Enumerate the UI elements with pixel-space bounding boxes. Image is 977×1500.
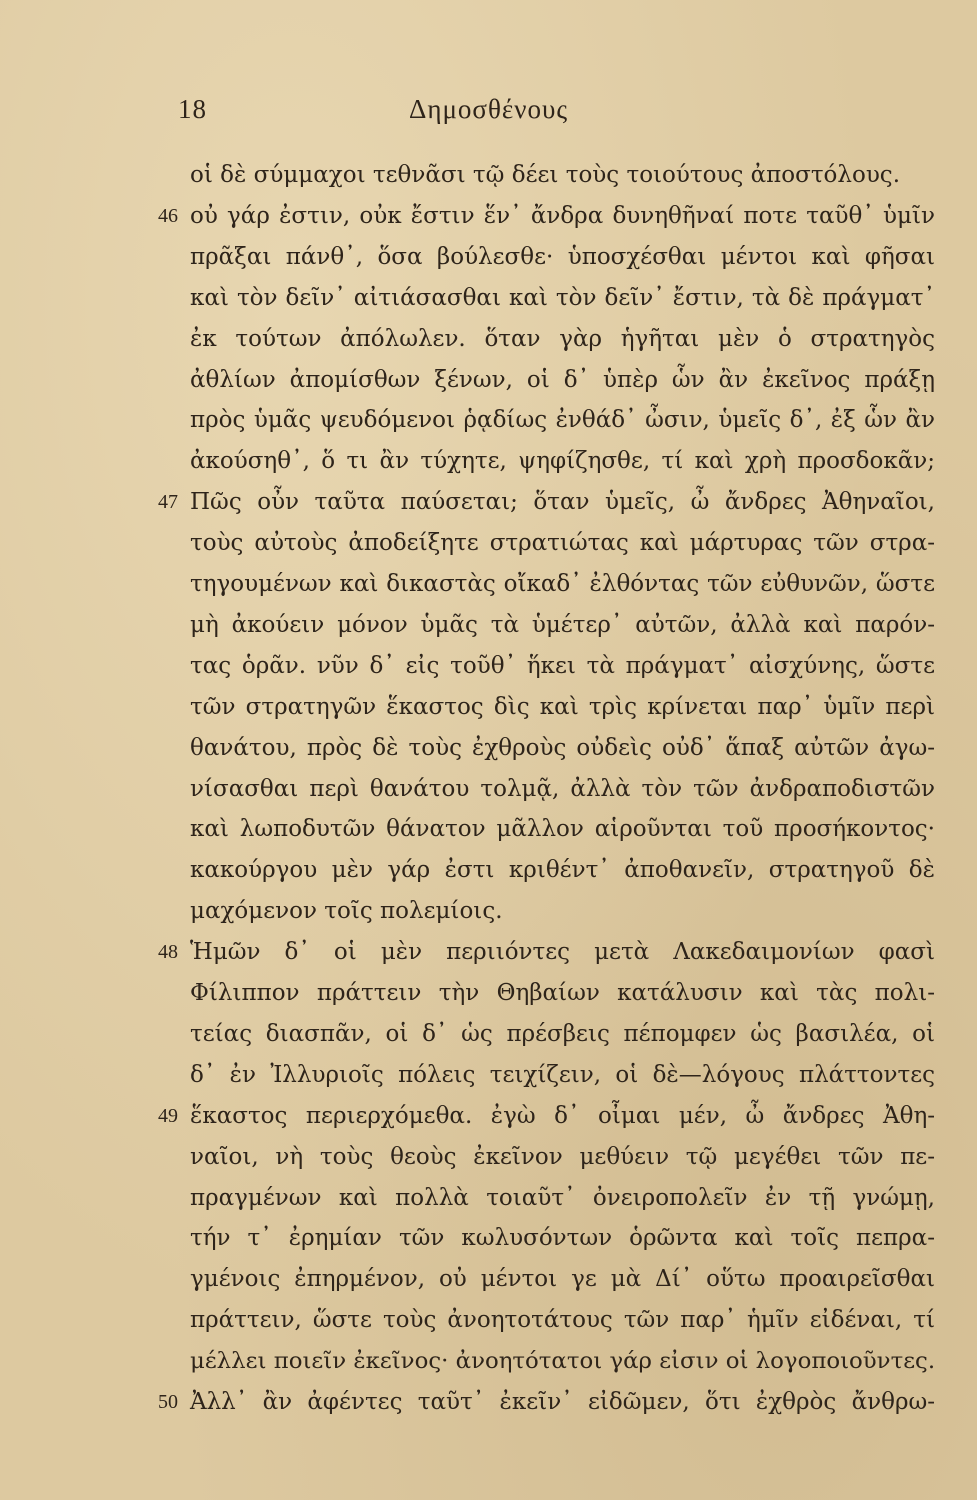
- text-line: μαχόμενον τοῖς πολεμίοις.: [190, 898, 503, 924]
- section-number: 47: [158, 491, 178, 513]
- text-line: μὴ ἀκούειν μόνον ὑμᾶς τὰ ὑμέτερ᾽ αὐτῶν, ἀλλὰ καὶ παρόν-: [190, 612, 935, 638]
- text-line: δ᾽ ἐν Ἰλλυριοῖς πόλεις τειχίζειν, οἱ δὲ—λόγους πλάττοντες: [190, 1062, 935, 1088]
- text-line: ἀκούσηθ᾽, ὅ τι ἂν τύχητε, ψηφίζησθε, τί καὶ χρὴ προσδοκᾶν;: [190, 448, 935, 474]
- text-line: τας ὁρᾶν. νῦν δ᾽ εἰς τοῦθ᾽ ἥκει τὰ πράγματ᾽ αἰσχύνης, ὥστε: [190, 653, 935, 679]
- running-head: Δημοσθένους: [408, 94, 569, 124]
- text-line: ἀθλίων ἀπομίσθων ξένων, οἱ δ᾽ ὑπὲρ ὧν ἂν ἐκεῖνος πράξῃ: [190, 367, 935, 393]
- text-line: οἱ δὲ σύμμαχοι τεθνᾶσι τῷ δέει τοὺς τοιούτους ἀποστόλους.: [190, 162, 901, 188]
- text-line: πραγμένων καὶ πολλὰ τοιαῦτ᾽ ὀνειροπολεῖν ἐν τῇ γνώμῃ,: [190, 1185, 935, 1211]
- text-line: καὶ λωποδυτῶν θάνατον μᾶλλον αἱροῦνται τοῦ προσήκοντος·: [190, 816, 935, 842]
- text-line: τηγουμένων καὶ δικαστὰς οἴκαδ᾽ ἐλθόντας τῶν εὐθυνῶν, ὥστε: [190, 571, 935, 597]
- section-number: 49: [158, 1105, 178, 1127]
- text-line: Ἀλλ᾽ ἂν ἀφέντες ταῦτ᾽ ἐκεῖν᾽ εἰδῶμεν, ὅτι ἐχθρὸς ἄνθρω-: [190, 1389, 935, 1415]
- text-line: κακούργου μὲν γάρ ἐστι κριθέντ᾽ ἀποθανεῖν, στρατηγοῦ δὲ: [190, 857, 935, 883]
- text-line: νίσασθαι περὶ θανάτου τολμᾷ, ἀλλὰ τὸν τῶν ἀνδραποδιστῶν: [190, 776, 935, 802]
- text-line: πρὸς ὑμᾶς ψευδόμενοι ῥᾳδίως ἐνθάδ᾽ ὦσιν, ὑμεῖς δ᾽, ἐξ ὧν ἂν: [190, 407, 935, 433]
- text-line: μέλλει ποιεῖν ἐκεῖνος· ἀνοητότατοι γάρ εἰσιν οἱ λογοποιοῦντες.: [190, 1348, 936, 1374]
- text-line: καὶ τὸν δεῖν᾽ αἰτιάσασθαι καὶ τὸν δεῖν᾽ ἔστιν, τὰ δὲ πράγματ᾽: [190, 285, 935, 311]
- text-line: πρᾶξαι πάνθ᾽, ὅσα βούλεσθε· ὑποσχέσθαι μέντοι καὶ φῆσαι: [190, 244, 935, 270]
- text-line: τείας διασπᾶν, οἱ δ᾽ ὡς πρέσβεις πέπομφεν ὡς βασιλέα, οἱ: [190, 1021, 935, 1047]
- section-number: 46: [158, 205, 178, 227]
- text-line: τῶν στρατηγῶν ἕκαστος δὶς καὶ τρὶς κρίνεται παρ᾽ ὑμῖν περὶ: [190, 694, 935, 720]
- text-line: οὐ γάρ ἐστιν, οὐκ ἔστιν ἕν᾽ ἄνδρα δυνηθῆναί ποτε ταῦθ᾽ ὑμῖν: [190, 203, 935, 229]
- text-line: τήν τ᾽ ἐρημίαν τῶν κωλυσόντων ὁρῶντα καὶ τοῖς πεπρα-: [190, 1225, 935, 1251]
- text-line: θανάτου, πρὸς δὲ τοὺς ἐχθροὺς οὐδεὶς οὐδ᾽ ἅπαξ αὐτῶν ἀγω-: [190, 735, 935, 761]
- text-line: Φίλιππον πράττειν τὴν Θηβαίων κατάλυσιν καὶ τὰς πολι-: [190, 980, 935, 1006]
- text-line: τοὺς αὐτοὺς ἀποδείξητε στρατιώτας καὶ μάρτυρας τῶν στρα-: [190, 530, 935, 556]
- section-number: 48: [158, 941, 178, 963]
- text-line: πράττειν, ὥστε τοὺς ἀνοητοτάτους τῶν παρ᾽ ἡμῖν εἰδέναι, τί: [190, 1307, 935, 1333]
- section-number: 50: [158, 1391, 178, 1413]
- text-line: ἕκαστος περιερχόμεθα. ἐγὼ δ᾽ οἶμαι μέν, ὦ ἄνδρες Ἀθη-: [190, 1103, 935, 1129]
- text-line: ναῖοι, νὴ τοὺς θεοὺς ἐκεῖνον μεθύειν τῷ μεγέθει τῶν πε-: [190, 1144, 935, 1170]
- text-line: ἐκ τούτων ἀπόλωλεν. ὅταν γὰρ ἡγῆται μὲν ὁ στρατηγὸς: [190, 326, 935, 352]
- page-number: 18: [178, 94, 207, 124]
- text-line: γμένοις ἐπηρμένον, οὐ μέντοι γε μὰ Δί᾽ οὕτω προαιρεῖσθαι: [190, 1266, 935, 1292]
- text-line: Ἡμῶν δ᾽ οἱ μὲν περιιόντες μετὰ Λακεδαιμονίων φασὶ: [190, 939, 935, 965]
- text-line: Πῶς οὖν ταῦτα παύσεται; ὅταν ὑμεῖς, ὦ ἄνδρες Ἀθηναῖοι,: [190, 489, 935, 515]
